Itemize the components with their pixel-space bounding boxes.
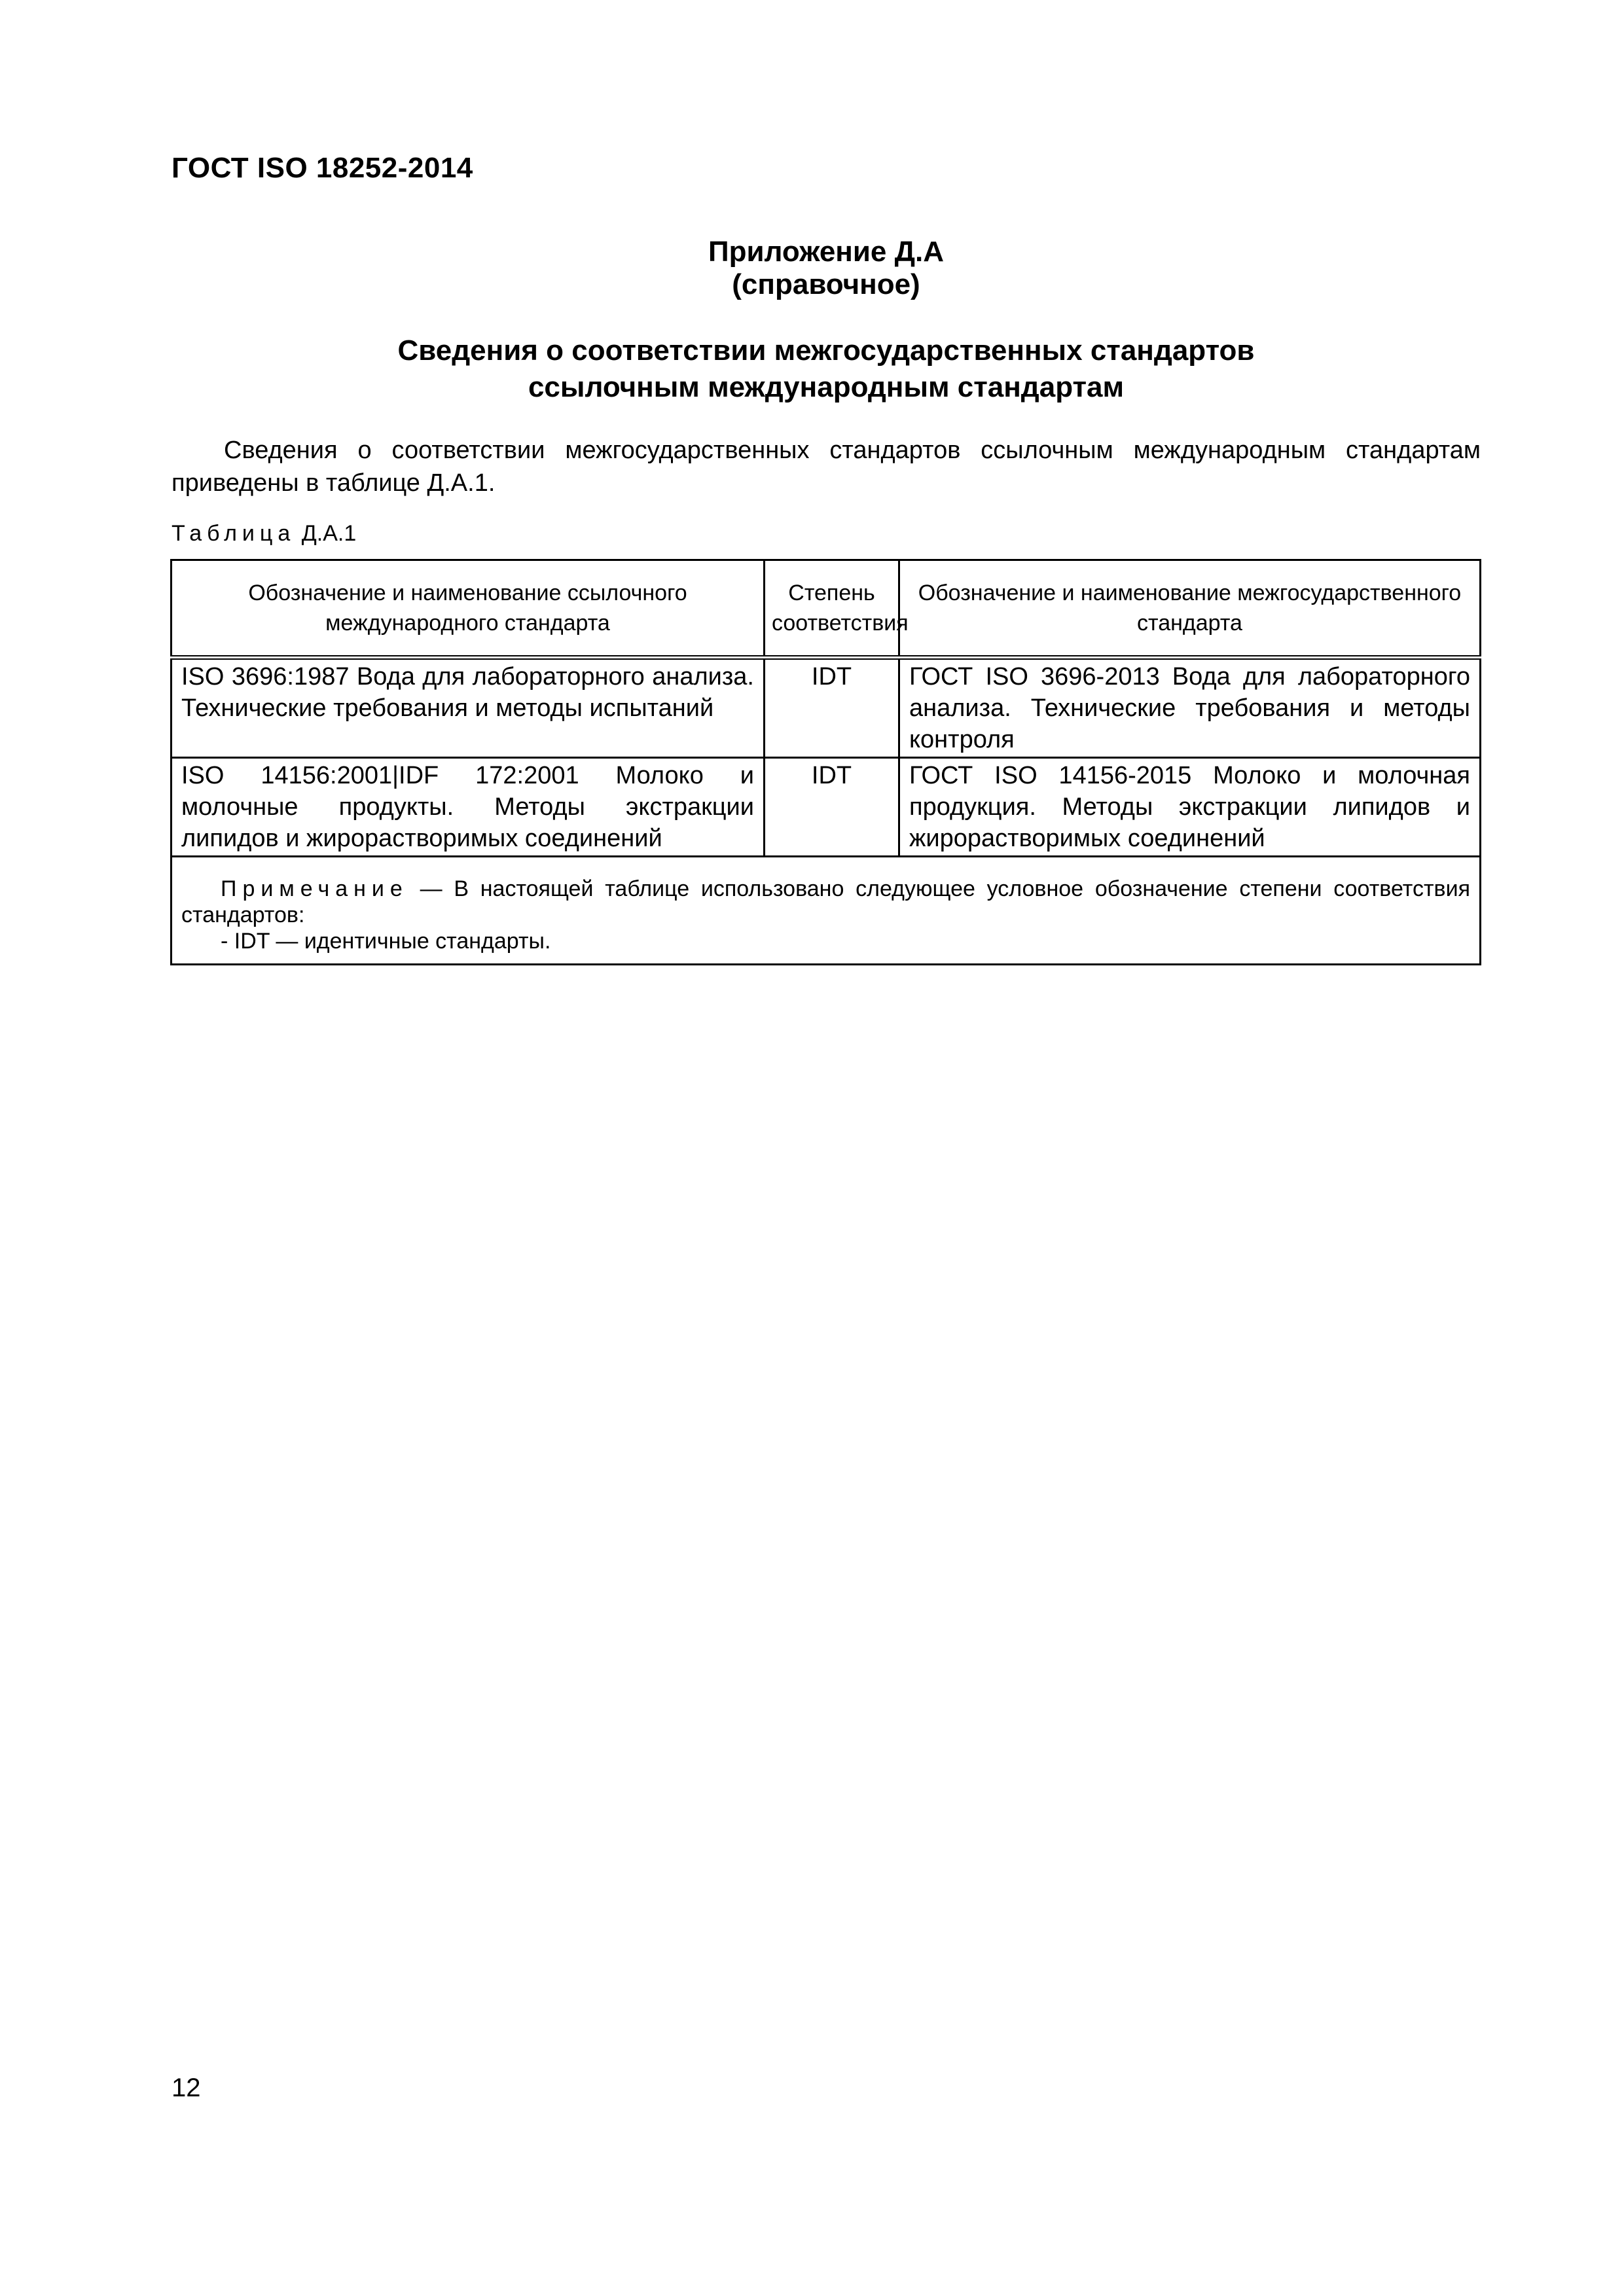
- table-caption-word: Таблица: [171, 521, 296, 546]
- column-header-international: Обозначение и наименование ссылочного международного стандарта: [171, 560, 765, 658]
- document-code: ГОСТ ISO 18252-2014: [171, 152, 473, 184]
- table-caption-number: Д.А.1: [301, 521, 357, 546]
- section-heading-line-1: Сведения о соответствии межгосударственных стандартов: [397, 334, 1255, 367]
- page-number: 12: [171, 2073, 201, 2102]
- appendix-subtitle: (справочное): [732, 268, 920, 300]
- column-header-degree: Степень соответствия: [765, 560, 899, 658]
- note-body: — В настоящей таблице использовано следующее условное обозначение степени соответствия стандартов:: [181, 876, 1470, 927]
- note-label: Примечание: [221, 876, 408, 901]
- note-item: - IDT — идентичные стандарты.: [221, 929, 551, 954]
- intro-paragraph: Сведения о соответствии межгосударственных стандартов ссылочным международным стандартам приведены в таблице Д.А.1.: [171, 437, 1481, 497]
- table-header-row: [171, 560, 1481, 658]
- cell-degree: IDT: [765, 658, 899, 758]
- cell-degree: IDT: [765, 758, 899, 857]
- section-heading: [171, 332, 1481, 406]
- cell-interstate-standard: ГОСТ ISO 3696-2013 Вода для лабораторного анализа. Технические требования и методы контроля: [899, 658, 1481, 758]
- cell-international-standard: ISO 3696:1987 Вода для лабораторного анализа. Технические требования и методы испытаний: [171, 658, 765, 758]
- table-note: [171, 857, 1481, 965]
- correspondence-table: [170, 559, 1481, 965]
- table-row: [171, 758, 1481, 857]
- table-note-row: [171, 857, 1481, 965]
- table-caption: [171, 521, 356, 547]
- table-row: [171, 658, 1481, 758]
- appendix-title: Приложение Д.А: [708, 236, 944, 268]
- note-text: [181, 876, 1470, 928]
- cell-interstate-standard: ГОСТ ISO 14156-2015 Молоко и молочная продукция. Методы экстракции липидов и жирорастворимых соединений: [899, 758, 1481, 857]
- section-heading-line-2: ссылочным международным стандартам: [528, 371, 1125, 403]
- column-header-interstate: Обозначение и наименование межгосударственного стандарта: [899, 560, 1481, 658]
- cell-international-standard: ISO 14156:2001|IDF 172:2001 Молоко и молочные продукты. Методы экстракции липидов и жирорастворимых соединений: [171, 758, 765, 857]
